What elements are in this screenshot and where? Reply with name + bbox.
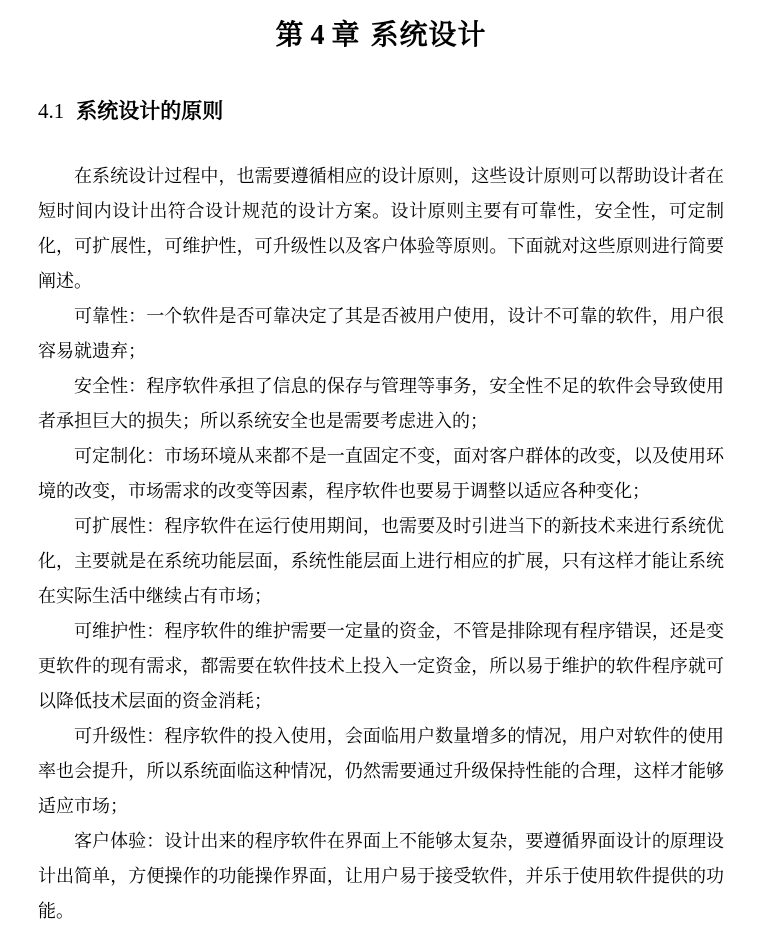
body-text (38, 159, 724, 929)
paragraph-reliability: 可靠性：一个软件是否可靠决定了其是否被用户使用，设计不可靠的软件，用户很容易就遗弃； (38, 306, 724, 361)
paragraph-maintainability: 可维护性：程序软件的维护需要一定量的资金，不管是排除现有程序错误，还是变更软件的现有需求，都需要在软件技术上投入一定资金，所以易于维护的软件程序就可以降低技术层面的资金消耗； (38, 621, 724, 711)
chapter-title-prefix: 第 (275, 19, 305, 50)
section-number: 4.1 (38, 99, 65, 123)
section-heading (38, 97, 724, 126)
paragraph-upgradability: 可升级性：程序软件的投入使用，会面临用户数量增多的情况，用户对软件的使用率也会提升，所以系统面临这种情况，仍然需要通过升级保持性能的合理，这样才能够适应市场； (38, 726, 724, 816)
paragraph-security: 安全性：程序软件承担了信息的保存与管理等事务，安全性不足的软件会导致使用者承担巨大的损失；所以系统安全也是需要考虑进入的； (38, 376, 724, 431)
chapter-title-suffix: 章 (331, 19, 361, 50)
paragraph-customizability: 可定制化：市场环境从来都不是一直固定不变，面对客户群体的改变，以及使用环境的改变，市场需求的改变等因素，程序软件也要易于调整以适应各种变化； (38, 446, 724, 501)
paragraph-extensibility: 可扩展性：程序软件在运行使用期间，也需要及时引进当下的新技术来进行系统优化，主要就是在系统功能层面，系统性能层面上进行相应的扩展，只有这样才能让系统在实际生活中继续占有市场； (38, 516, 724, 606)
chapter-number: 4 (310, 20, 326, 51)
chapter-title (38, 16, 724, 55)
paragraph-intro: 在系统设计过程中，也需要遵循相应的设计原则，这些设计原则可以帮助设计者在短时间内设计出符合设计规范的设计方案。设计原则主要有可靠性，安全性，可定制化，可扩展性，可维护性，可升级性以及客户体验等原则。下面就对这些原则进行简要阐述。 (38, 166, 724, 291)
paragraph-user-experience: 客户体验：设计出来的程序软件在界面上不能够太复杂，要遵循界面设计的原理设计出简单，方便操作的功能操作界面，让用户易于接受软件，并乐于使用软件提供的功能。 (38, 831, 724, 921)
chapter-title-text: 系统设计 (370, 19, 487, 50)
section-title: 系统设计的原则 (76, 100, 224, 123)
